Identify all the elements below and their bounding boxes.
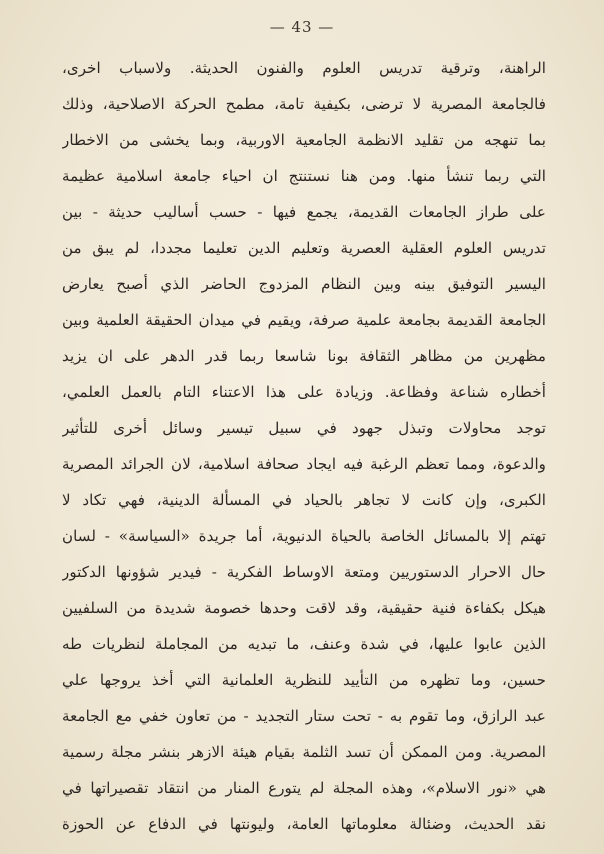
text-line: تهتم إلا بالمسائل الخاصة بالحياة الدنيوية، أما جريدة «السياسة» - لسان: [62, 527, 546, 545]
text-line: الذين عابوا عليها، في شدة وعنف، ما تبديه من المجاملة لنظريات طه: [62, 635, 546, 653]
text-line: مظهرين من مظاهر الثقافة بونا شاسعا ربما قدر الدهر على ان يزيد: [62, 347, 546, 365]
text-line: أخطاره شناعة وفظاعة. وزيادة على هذا الاعتناء التام بالعمل العلمي،: [62, 383, 546, 401]
page-number: — 43 —: [269, 18, 335, 36]
text-line: هيكل بكفاءة فنية حقيقية، وقد لاقت وحدها خصومة شديدة من السلفيين: [62, 599, 546, 617]
text-line: حسين، وما تظهره من التأييد للنظرية العلمانية التي أخذ يروجها علي: [62, 671, 546, 689]
text-line: والدعوة، ومما تعظم الرغبة فيه ايجاد صحافة اسلامية، لان الجرائد المصرية: [62, 455, 546, 473]
text-line: بما تنهجه من تقليد الانظمة الجامعية الاوربية، وبما يخشى من الاخطار: [62, 131, 546, 149]
text-line: عبد الرازق، وما تقوم به - تحت ستار التجديد - من تعاون خفي مع الجامعة: [62, 707, 546, 725]
body-text: [62, 50, 546, 842]
text-line: حال الاحرار الدستوريين ومتعة الاوساط الفكرية - فيدير شؤونها الدكتور: [62, 563, 546, 581]
text-line: هي «نور الاسلام»، وهذه المجلة لم يتورع المنار من انتقاد تقصيراتها في: [62, 779, 546, 797]
text-line: الكبرى، وإن كانت لا تجاهر بالحياد في المسألة الدينية، فهي تكاد لا: [62, 491, 546, 509]
text-line: الجامعة القديمة بجامعة علمية صرفة، ويقيم في ميدان الحقيقة العلمية وبين: [62, 311, 546, 329]
text-line: نقد الحديث، وضئالة معلوماتها العامة، وليونتها في الدفاع عن الحوزة: [62, 815, 546, 833]
text-line: المصرية. ومن الممكن أن تسد الثلمة بقيام هيئة الازهر بنشر مجلة رسمية: [62, 743, 546, 761]
text-line: الراهنة، وترقية تدريس العلوم والفنون الحديثة. ولاسباب اخرى،: [62, 59, 546, 77]
text-line: فالجامعة المصرية لا ترضى، بكيفية تامة، مطمح الحركة الاصلاحية، وذلك: [62, 95, 546, 113]
text-line: على طراز الجامعات القديمة، يجمع فيها - حسب أساليب حديثة - بين: [62, 203, 546, 221]
text-line: توجد محاولات وتبذل جهود في سبيل تيسير وسائل أخرى للتأثير: [62, 419, 546, 437]
text-line: تدريس العلوم العقلية العصرية وتعليم الدين تعليما مجددا، لم يبق من: [62, 239, 546, 257]
text-line: اليسير التوفيق بينه وبين النظام المزدوج الحاضر الذي أصبح يعارض: [62, 275, 546, 293]
text-line: التي ربما تنشأ منها. ومن هنا نستنتج ان احياء جامعة اسلامية عظيمة: [62, 167, 546, 185]
